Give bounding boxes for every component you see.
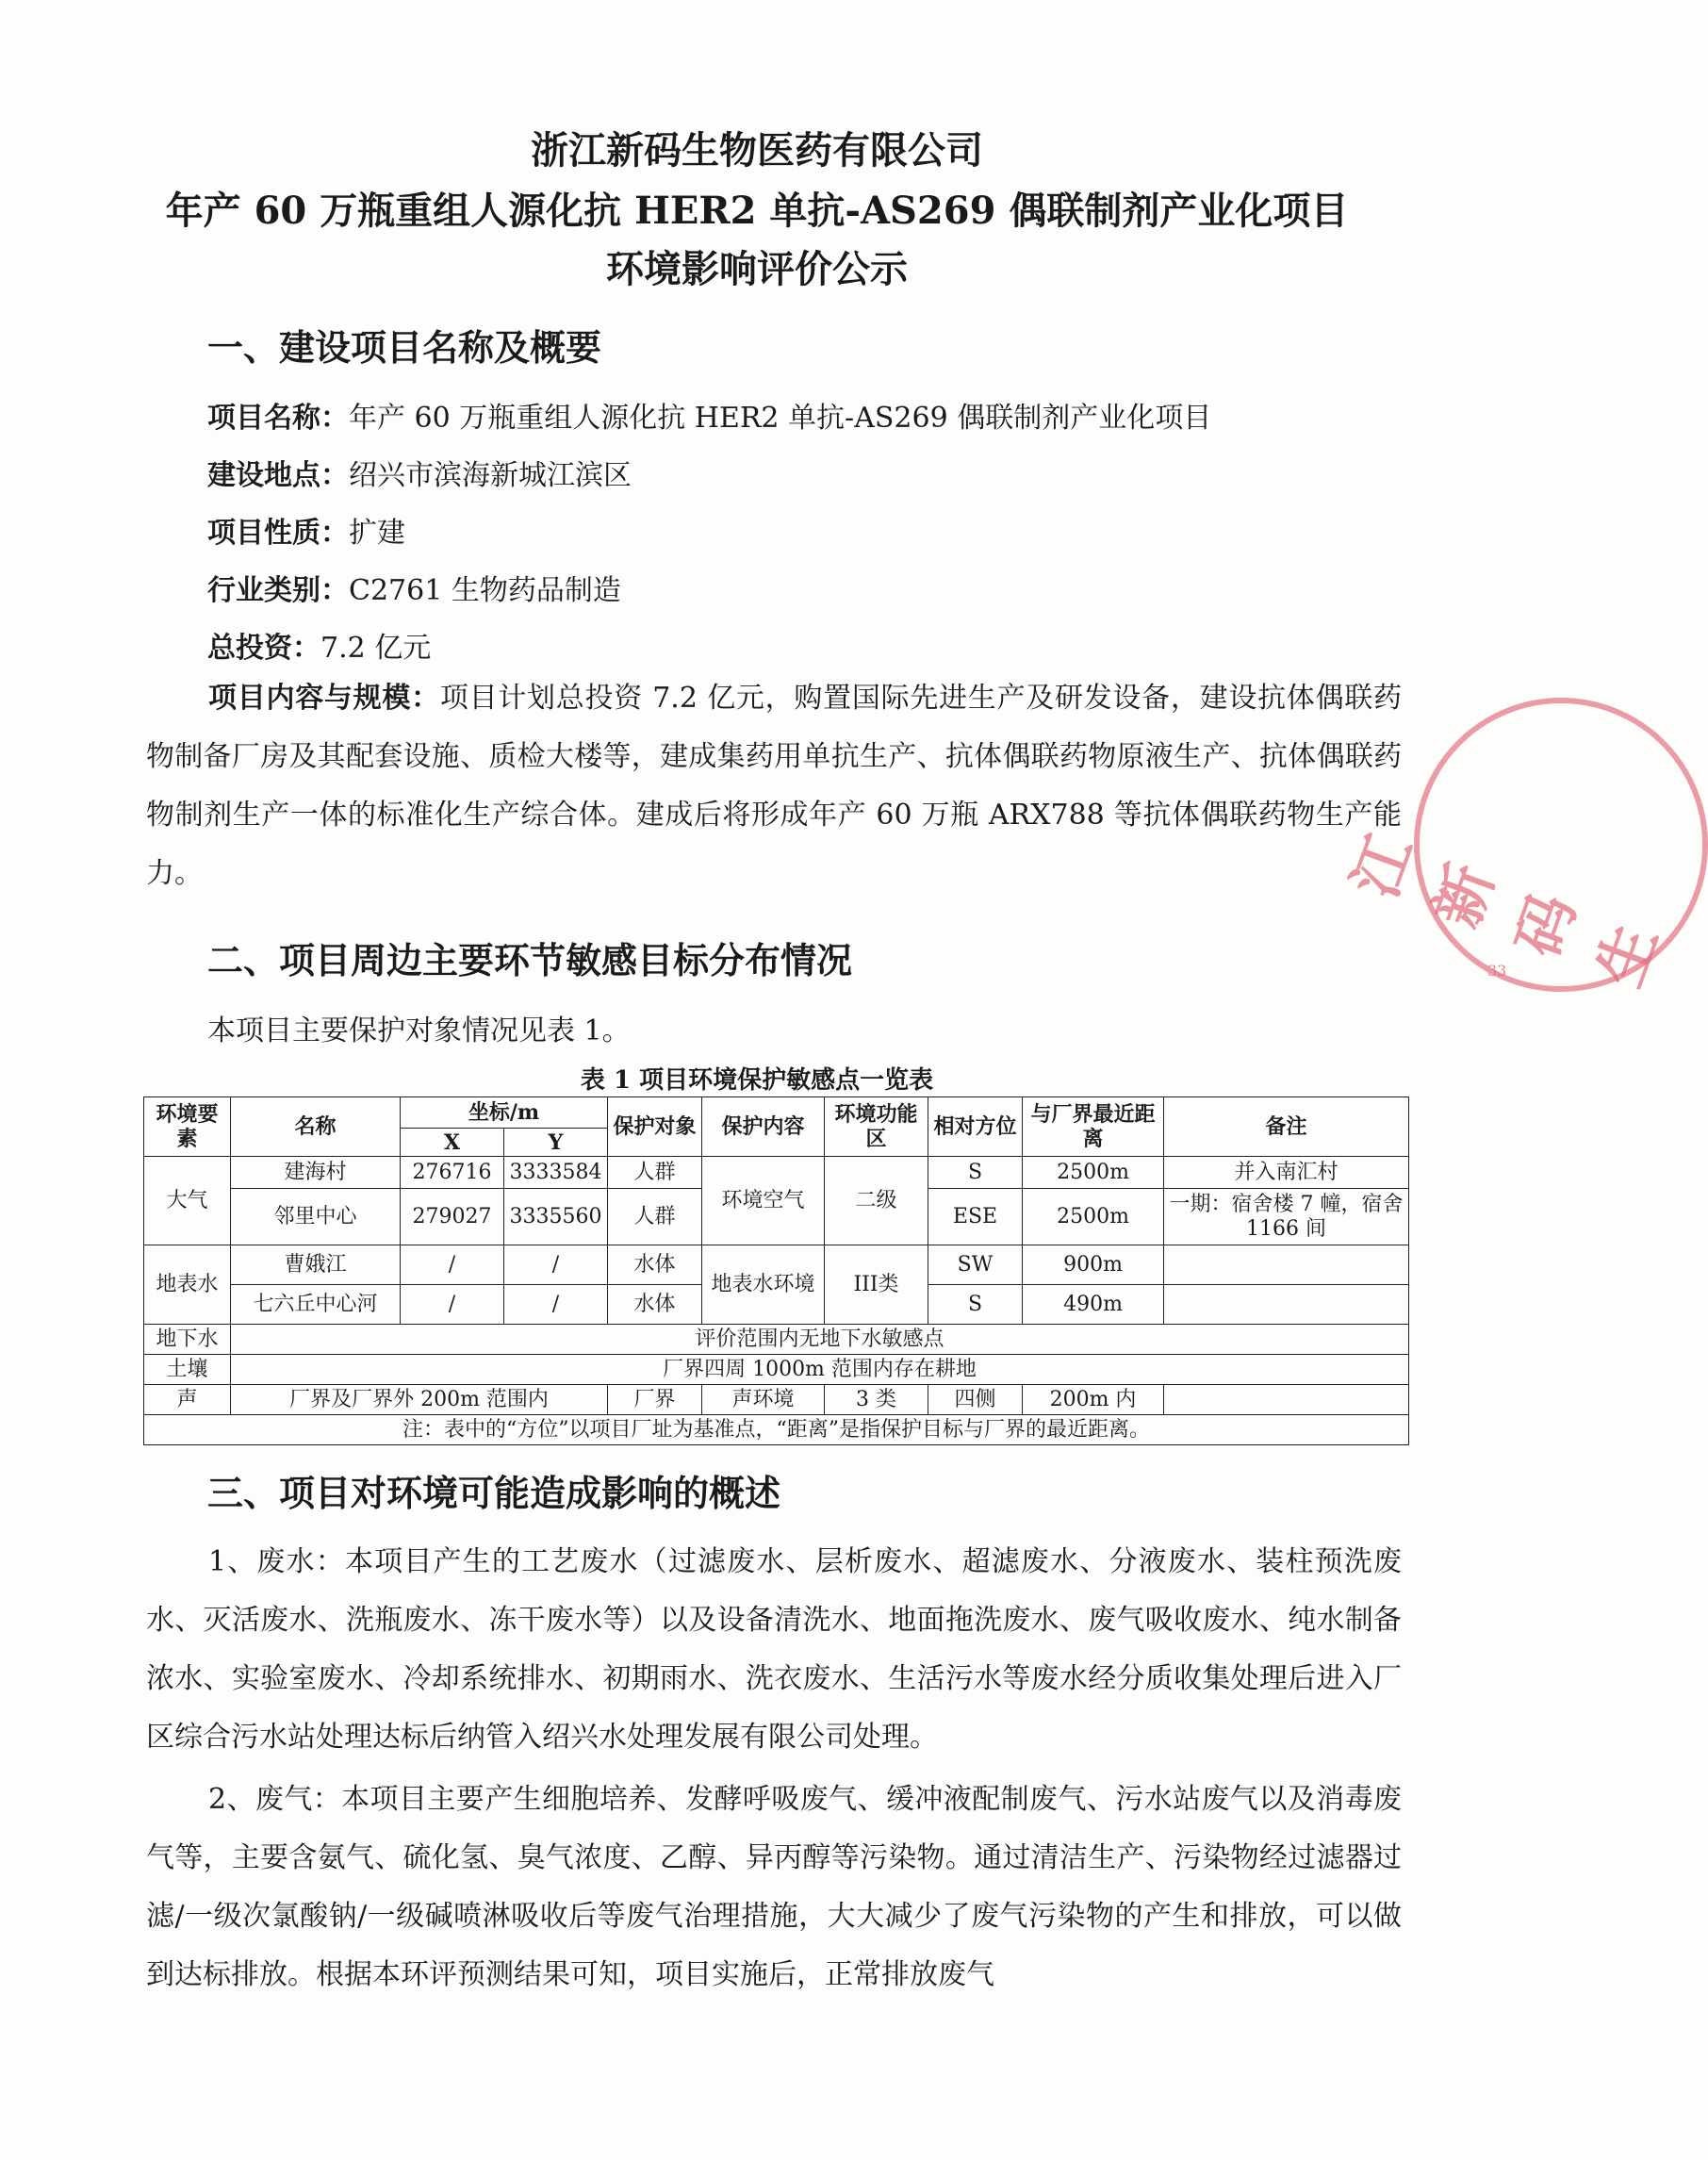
table-cell: 2500m bbox=[1023, 1157, 1164, 1189]
exhaust-paragraph: 2、废气：本项目主要产生细胞培养、发酵呼吸废气、缓冲液配制废气、污水站废气以及消毒废气等，主要含氨气、硫化氢、臭气浓度、乙醇、异丙醇等污染物。通过清洁生产、污染物经过滤器过滤/一级次氯酸钠/一级碱喷淋吸收后等废气治理措施，大大减少了废气污染物的产生和排放，可以做到达标排放。根据本环评预测结果可知，项目实施后，正常排放废气 bbox=[146, 1783, 1402, 1991]
table-cell: 厂界及厂界外 200m 范围内 bbox=[231, 1385, 608, 1415]
table-cell: 大气 bbox=[144, 1157, 231, 1245]
table-cell: SW bbox=[928, 1245, 1023, 1285]
field-value: 7.2 亿元 bbox=[320, 632, 432, 665]
table-cell bbox=[1164, 1245, 1409, 1285]
table-cell: 900m bbox=[1023, 1245, 1164, 1285]
table-row bbox=[144, 1325, 1409, 1355]
section1-heading: 一、建设项目名称及概要 bbox=[207, 326, 602, 369]
field-label: 建设地点： bbox=[207, 459, 349, 492]
table-cell: / bbox=[401, 1245, 504, 1285]
header-cell: 环境要素 bbox=[144, 1097, 231, 1157]
header-cell: 相对方位 bbox=[928, 1097, 1023, 1157]
table-row bbox=[144, 1157, 1409, 1189]
header-cell: 环境功能区 bbox=[825, 1097, 928, 1157]
table-cell: 200m 内 bbox=[1023, 1385, 1164, 1415]
table-cell: 七六丘中心河 bbox=[231, 1285, 401, 1325]
table-cell: 水体 bbox=[608, 1245, 702, 1285]
field-nature bbox=[207, 509, 405, 551]
company-title: 浙江新码生物医药有限公司 bbox=[531, 128, 983, 173]
table-cell: S bbox=[928, 1285, 1023, 1325]
table-cell: 声 bbox=[144, 1385, 231, 1415]
header-cell: 保护对象 bbox=[608, 1097, 702, 1157]
table-cell: 并入南汇村 bbox=[1164, 1157, 1409, 1189]
sensitive-points-table bbox=[143, 1096, 1409, 1445]
table-cell: 四侧 bbox=[928, 1385, 1023, 1415]
seal-text: 江新码生 bbox=[1339, 825, 1672, 996]
table-note: 注：表中的“方位”以项目厂址为基准点，“距离”是指保护目标与厂界的最近距离。 bbox=[144, 1415, 1409, 1445]
table-cell: 邻里中心 bbox=[231, 1189, 401, 1245]
table-cell: 评价范围内无地下水敏感点 bbox=[231, 1325, 1409, 1355]
table-cell: / bbox=[401, 1285, 504, 1325]
content-text: 项目计划总投资 7.2 亿元，购置国际先进生产及研发设备，建设抗体偶联药物制备厂房及其配套设施、质检大楼等，建成集药用单抗生产、抗体偶联药物原液生产、抗体偶联药物制剂生产一体的标准化生产综合体。建成后将形成年产 60 万瓶 ARX788 等抗体偶联药物生产能力。 bbox=[146, 682, 1402, 890]
table-header-row bbox=[144, 1097, 1409, 1129]
field-value: 绍兴市滨海新城江滨区 bbox=[349, 459, 632, 492]
table-cell: 地下水 bbox=[144, 1325, 231, 1355]
table-cell: / bbox=[504, 1285, 608, 1325]
table-cell: 曹娥江 bbox=[231, 1245, 401, 1285]
project-title: 年产 60 万瓶重组人源化抗 HER2 单抗-AS269 偶联制剂产业化项目 bbox=[165, 189, 1349, 233]
header-cell: 坐标/m bbox=[401, 1097, 608, 1129]
table-cell: 厂界 bbox=[608, 1385, 702, 1415]
table-cell: ESE bbox=[928, 1189, 1023, 1245]
section2-intro: 本项目主要保护对象情况见表 1。 bbox=[207, 1014, 631, 1047]
header-cell: 备注 bbox=[1164, 1097, 1409, 1157]
table-cell: 环境空气 bbox=[702, 1157, 825, 1245]
table-cell: 地表水 bbox=[144, 1245, 231, 1325]
table-cell: / bbox=[504, 1245, 608, 1285]
field-value: C2761 生物药品制造 bbox=[349, 574, 621, 607]
wastewater-paragraph: 1、废水：本项目产生的工艺废水（过滤废水、层析废水、超滤废水、分液废水、装柱预洗废水、灭活废水、洗瓶废水、冻干废水等）以及设备清洗水、地面拖洗废水、废气吸收废水、纯水制备浓水、实验室废水、冷却系统排水、初期雨水、洗衣废水、生活污水等废水经分质收集处理后进入厂区综合污水站处理达标后纳管入绍兴水处理发展有限公司处理。 bbox=[146, 1545, 1402, 1754]
header-cell: 保护内容 bbox=[702, 1097, 825, 1157]
field-location bbox=[207, 452, 632, 493]
table-cell: 地表水环境 bbox=[702, 1245, 825, 1325]
seal-number: 33 bbox=[1487, 962, 1507, 980]
table-cell: 3 类 bbox=[825, 1385, 928, 1415]
table-cell: 一期：宿舍楼 7 幢，宿舍 1166 间 bbox=[1164, 1189, 1409, 1245]
header-cell: 与厂界最近距离 bbox=[1023, 1097, 1164, 1157]
table-cell: 人群 bbox=[608, 1189, 702, 1245]
table-cell: 3333584 bbox=[504, 1157, 608, 1189]
document-title: 环境影响评价公示 bbox=[606, 247, 908, 291]
header-cell: Y bbox=[504, 1129, 608, 1157]
field-project-name bbox=[207, 394, 1211, 436]
field-label: 项目性质： bbox=[207, 517, 349, 550]
table-row bbox=[144, 1245, 1409, 1285]
field-industry bbox=[207, 567, 621, 608]
field-value: 年产 60 万瓶重组人源化抗 HER2 单抗-AS269 偶联制剂产业化项目 bbox=[349, 402, 1212, 435]
table-note-row bbox=[144, 1415, 1409, 1445]
table-cell: 人群 bbox=[608, 1157, 702, 1189]
table-cell: 3335560 bbox=[504, 1189, 608, 1245]
table-row bbox=[144, 1385, 1409, 1415]
table-cell: 水体 bbox=[608, 1285, 702, 1325]
header-cell: X bbox=[401, 1129, 504, 1157]
table-row bbox=[144, 1355, 1409, 1385]
table-cell: 二级 bbox=[825, 1157, 928, 1245]
content-label: 项目内容与规模： bbox=[208, 682, 440, 715]
table-cell: 2500m bbox=[1023, 1189, 1164, 1245]
table-cell: 490m bbox=[1023, 1285, 1164, 1325]
section3-heading: 三、项目对环境可能造成影响的概述 bbox=[207, 1472, 781, 1514]
table-cell bbox=[1164, 1385, 1409, 1415]
field-label: 项目名称： bbox=[207, 402, 349, 435]
table-cell: S bbox=[928, 1157, 1023, 1189]
table-cell: 厂界四周 1000m 范围内存在耕地 bbox=[231, 1355, 1409, 1385]
table-cell bbox=[1164, 1285, 1409, 1325]
table-cell: 土壤 bbox=[144, 1355, 231, 1385]
table-cell: 279027 bbox=[401, 1189, 504, 1245]
table-caption: 表 1 项目环境保护敏感点一览表 bbox=[580, 1066, 934, 1095]
table-cell: III类 bbox=[825, 1245, 928, 1325]
section2-heading: 二、项目周边主要环节敏感目标分布情况 bbox=[207, 939, 853, 981]
field-value: 扩建 bbox=[349, 517, 405, 550]
table-cell: 声环境 bbox=[702, 1385, 825, 1415]
header-cell: 名称 bbox=[231, 1097, 401, 1157]
table-cell: 276716 bbox=[401, 1157, 504, 1189]
field-label: 总投资： bbox=[207, 632, 320, 665]
field-label: 行业类别： bbox=[207, 574, 349, 607]
project-content bbox=[146, 669, 1402, 903]
table-cell: 建海村 bbox=[231, 1157, 401, 1189]
field-investment bbox=[207, 624, 431, 666]
